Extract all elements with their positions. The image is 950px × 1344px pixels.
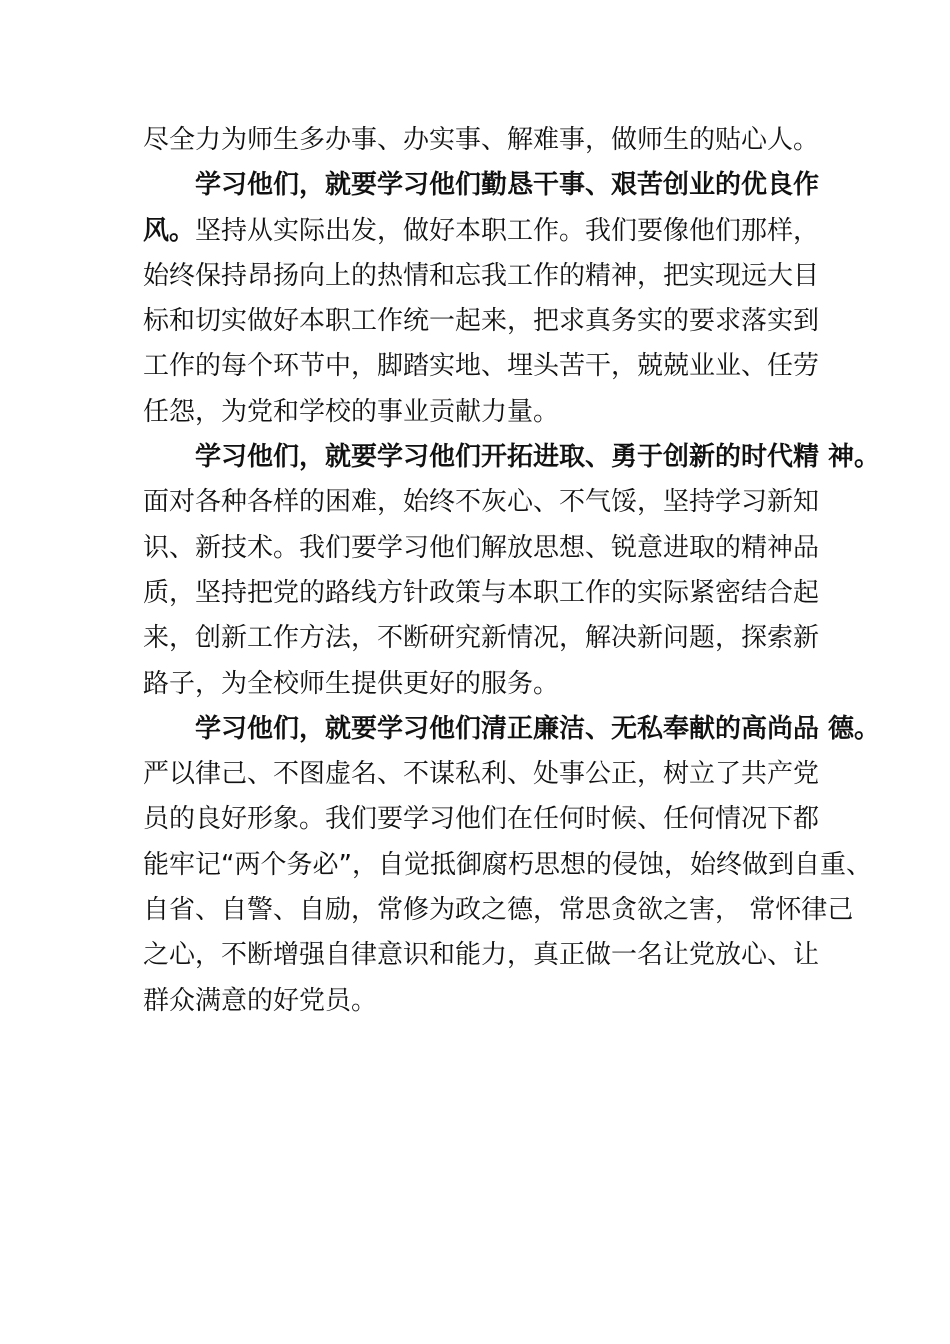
text-line: 来，创新工作方法，不断研究新情况，解决新问题，探索新 <box>143 623 820 654</box>
text-line: 尽全力为师生多办事、办实事、解难事，做师生的贴心人。 <box>143 125 820 155</box>
text-line: 之心，不断增强自律意识和能力，真正做一名让党放心、让 <box>143 940 820 971</box>
text-line-rest: 坚持从实际出发，做好本职工作。我们要像他们那样， <box>195 215 820 246</box>
section-heading-line: 学习他们，就要学习他们勤恳干事、艰苦创业的优良作 <box>195 170 820 201</box>
text-line: 员的良好形象。我们要学习他们在任何时候、任何情况下都 <box>143 804 820 835</box>
section-heading-line: 学习他们，就要学习他们开拓进取、勇于创新的时代精 神。 <box>195 442 881 473</box>
text-line: 自省、自警、自励，常修为政之德，常思贪欲之害， 常怀律己 <box>143 895 854 926</box>
text-line: 任怨，为党和学校的事业贡献力量。 <box>143 396 560 427</box>
text-line: 能牢记“两个务必”，自觉抵御腐朽思想的侵蚀，始终做到自重、 <box>143 849 872 880</box>
text-line: 路子，为全校师生提供更好的服务。 <box>143 668 560 699</box>
document-body <box>143 118 881 1024</box>
text-line: 严以律己、不图虚名、不谋私利、处事公正，树立了共产党 <box>143 759 820 790</box>
heading-ending: 风。 <box>143 215 196 246</box>
text-line: 群众满意的好党员。 <box>143 985 378 1016</box>
text-line: 标和切实做好本职工作统一起来，把求真务实的要求落实到 <box>143 306 820 337</box>
section-heading-line: 学习他们，就要学习他们清正廉洁、无私奉献的高尚品 德。 <box>195 713 881 744</box>
text-line: 质，坚持把党的路线方针政策与本职工作的实际紧密结合起 <box>143 577 820 608</box>
text-line: 面对各种各样的困难，始终不灰心、不气馁，坚持学习新知 <box>143 487 820 518</box>
text-line: 始终保持昂扬向上的热情和忘我工作的精神，把实现远大目 <box>143 260 820 291</box>
text-line <box>143 209 843 254</box>
text-line: 识、新技术。我们要学习他们解放思想、锐意进取的精神品 <box>143 532 820 563</box>
text-line: 工作的每个环节中，脚踏实地、埋头苦干，兢兢业业、任劳 <box>143 351 820 382</box>
